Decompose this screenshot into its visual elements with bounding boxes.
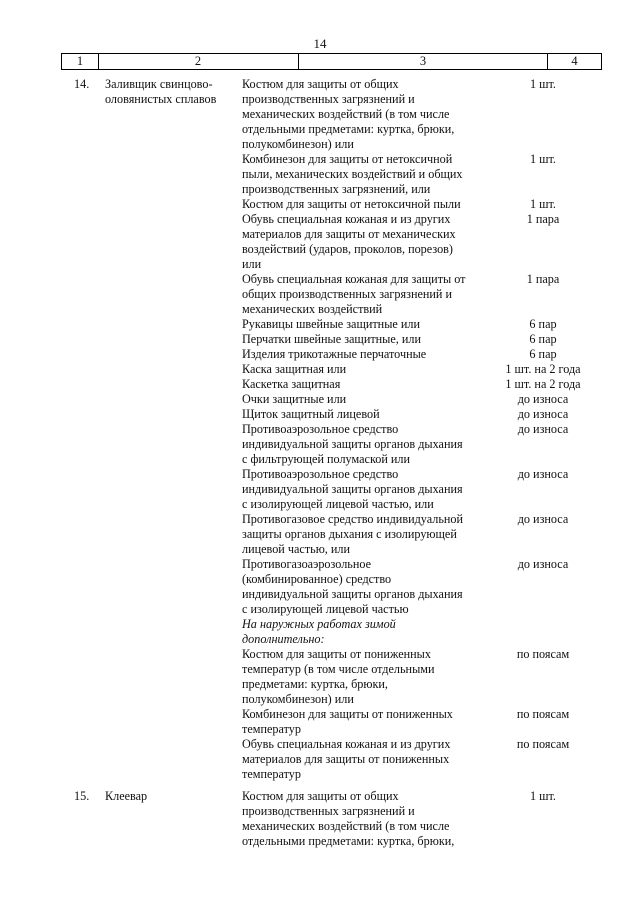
item-name-line: Каска защитная или xyxy=(242,362,347,376)
item-name-line: с фильтрующей полумаской или xyxy=(242,452,411,466)
item-quantity: до износа xyxy=(517,467,569,481)
entry-number: 14. xyxy=(74,77,90,91)
header-col-3: 3 xyxy=(299,54,548,69)
item-name-line: производственных загрязнений и xyxy=(242,92,415,106)
item-quantity: 6 пар xyxy=(529,332,557,346)
item-quantity: 6 пар xyxy=(529,347,557,361)
item-name-line: Изделия трикотажные перчаточные xyxy=(242,347,427,361)
winter-note-line: На наружных работах зимой xyxy=(242,617,396,631)
item-name-line: механических воздействий (в том числе xyxy=(242,107,450,121)
item-name-line: Комбинезон для защиты от нетоксичной xyxy=(242,152,453,166)
item-name-line: Противоаэрозольное средство xyxy=(242,467,399,481)
item-quantity: 1 пара xyxy=(526,272,560,286)
item-name-line: пыли, механических воздействий и общих xyxy=(242,167,463,181)
item-quantity: 1 шт. xyxy=(530,77,556,91)
profession-name-line: оловянистых сплавов xyxy=(105,92,217,106)
header-col-1: 1 xyxy=(62,54,99,69)
item-quantity: до износа xyxy=(517,512,569,526)
header-col-2: 2 xyxy=(98,54,299,69)
item-name-line: индивидуальной защиты органов дыхания xyxy=(242,482,463,496)
item-quantity: до износа xyxy=(517,407,569,421)
item-quantity: по поясам xyxy=(516,647,570,661)
item-quantity: 1 шт. xyxy=(530,152,556,166)
item-name-line: механических воздействий xyxy=(242,302,383,316)
item-quantity: до износа xyxy=(517,557,569,571)
item-quantity: по поясам xyxy=(516,707,570,721)
item-name-line: температур xyxy=(242,722,301,736)
item-name-line: Каскетка защитная xyxy=(242,377,341,391)
item-name-line: лицевой частью, или xyxy=(242,542,351,556)
item-name-line: Комбинезон для защиты от пониженных xyxy=(242,707,453,721)
item-name-line: Щиток защитный лицевой xyxy=(242,407,380,421)
item-name-line: температур xyxy=(242,767,301,781)
item-name-line: Костюм для защиты от пониженных xyxy=(242,647,431,661)
item-name-line: защиты органов дыхания с изолирующей xyxy=(242,527,457,541)
item-name-line: температур (в том числе отдельными xyxy=(242,662,435,676)
item-name-line: Очки защитные или xyxy=(242,392,347,406)
item-name-line: индивидуальной защиты органов дыхания xyxy=(242,587,463,601)
item-name-line: (комбинированное) средство xyxy=(242,572,392,586)
item-name-line: Противоаэрозольное средство xyxy=(242,422,399,436)
item-name-line: предметами: куртка, брюки, xyxy=(242,677,388,691)
item-name-line: отдельными предметами: куртка, брюки, xyxy=(242,834,455,848)
item-quantity: по поясам xyxy=(516,737,570,751)
item-name-line: Костюм для защиты от общих xyxy=(242,789,399,803)
item-quantity: до износа xyxy=(517,422,569,436)
item-name-line: или xyxy=(242,257,262,271)
item-name-line: Костюм для защиты от нетоксичной пыли xyxy=(242,197,461,211)
item-name-line: Обувь специальная кожаная и из других xyxy=(242,737,451,751)
item-name-line: Костюм для защиты от общих xyxy=(242,77,399,91)
item-name-line: механических воздействий (в том числе xyxy=(242,819,450,833)
profession-name-line: Заливщик свинцово- xyxy=(105,77,213,91)
item-name-line: отдельными предметами: куртка, брюки, xyxy=(242,122,455,136)
item-name-line: индивидуальной защиты органов дыхания xyxy=(242,437,463,451)
item-name-line: полукомбинезон) или xyxy=(242,692,354,706)
item-name-line: материалов для защиты от механических xyxy=(242,227,456,241)
item-name-line: материалов для защиты от пониженных xyxy=(242,752,450,766)
page-number: 14 xyxy=(313,36,327,51)
item-name-line: производственных загрязнений, или xyxy=(242,182,431,196)
item-quantity: 1 пара xyxy=(526,212,560,226)
item-name-line: Рукавицы швейные защитные или xyxy=(242,317,420,331)
item-quantity: 1 шт. на 2 года xyxy=(505,362,581,376)
header-col-4: 4 xyxy=(571,54,578,68)
winter-note-line: дополнительно: xyxy=(242,632,325,646)
item-name-line: общих производственных загрязнений и xyxy=(242,287,453,301)
item-quantity: 1 шт. xyxy=(530,789,556,803)
item-name-line: воздействий (ударов, проколов, порезов) xyxy=(242,242,453,256)
profession-name-line: Клеевар xyxy=(105,789,148,803)
item-quantity: до износа xyxy=(517,392,569,406)
item-name-line: с изолирующей лицевой частью, или xyxy=(242,497,434,511)
item-name-line: с изолирующей лицевой частью xyxy=(242,602,409,616)
item-quantity: 1 шт. на 2 года xyxy=(505,377,581,391)
item-name-line: Обувь специальная кожаная и из других xyxy=(242,212,451,226)
item-name-line: Обувь специальная кожаная для защиты от xyxy=(242,272,466,286)
entry-number: 15. xyxy=(74,789,90,803)
item-quantity: 6 пар xyxy=(529,317,557,331)
item-name-line: полукомбинезон) или xyxy=(242,137,354,151)
item-name-line: Противогазовое средство индивидуальной xyxy=(242,512,464,526)
table-header xyxy=(61,53,602,70)
item-name-line: Перчатки швейные защитные, или xyxy=(242,332,422,346)
item-quantity: 1 шт. xyxy=(530,197,556,211)
item-name-line: производственных загрязнений и xyxy=(242,804,415,818)
item-name-line: Противогазоаэрозольное xyxy=(242,557,372,571)
